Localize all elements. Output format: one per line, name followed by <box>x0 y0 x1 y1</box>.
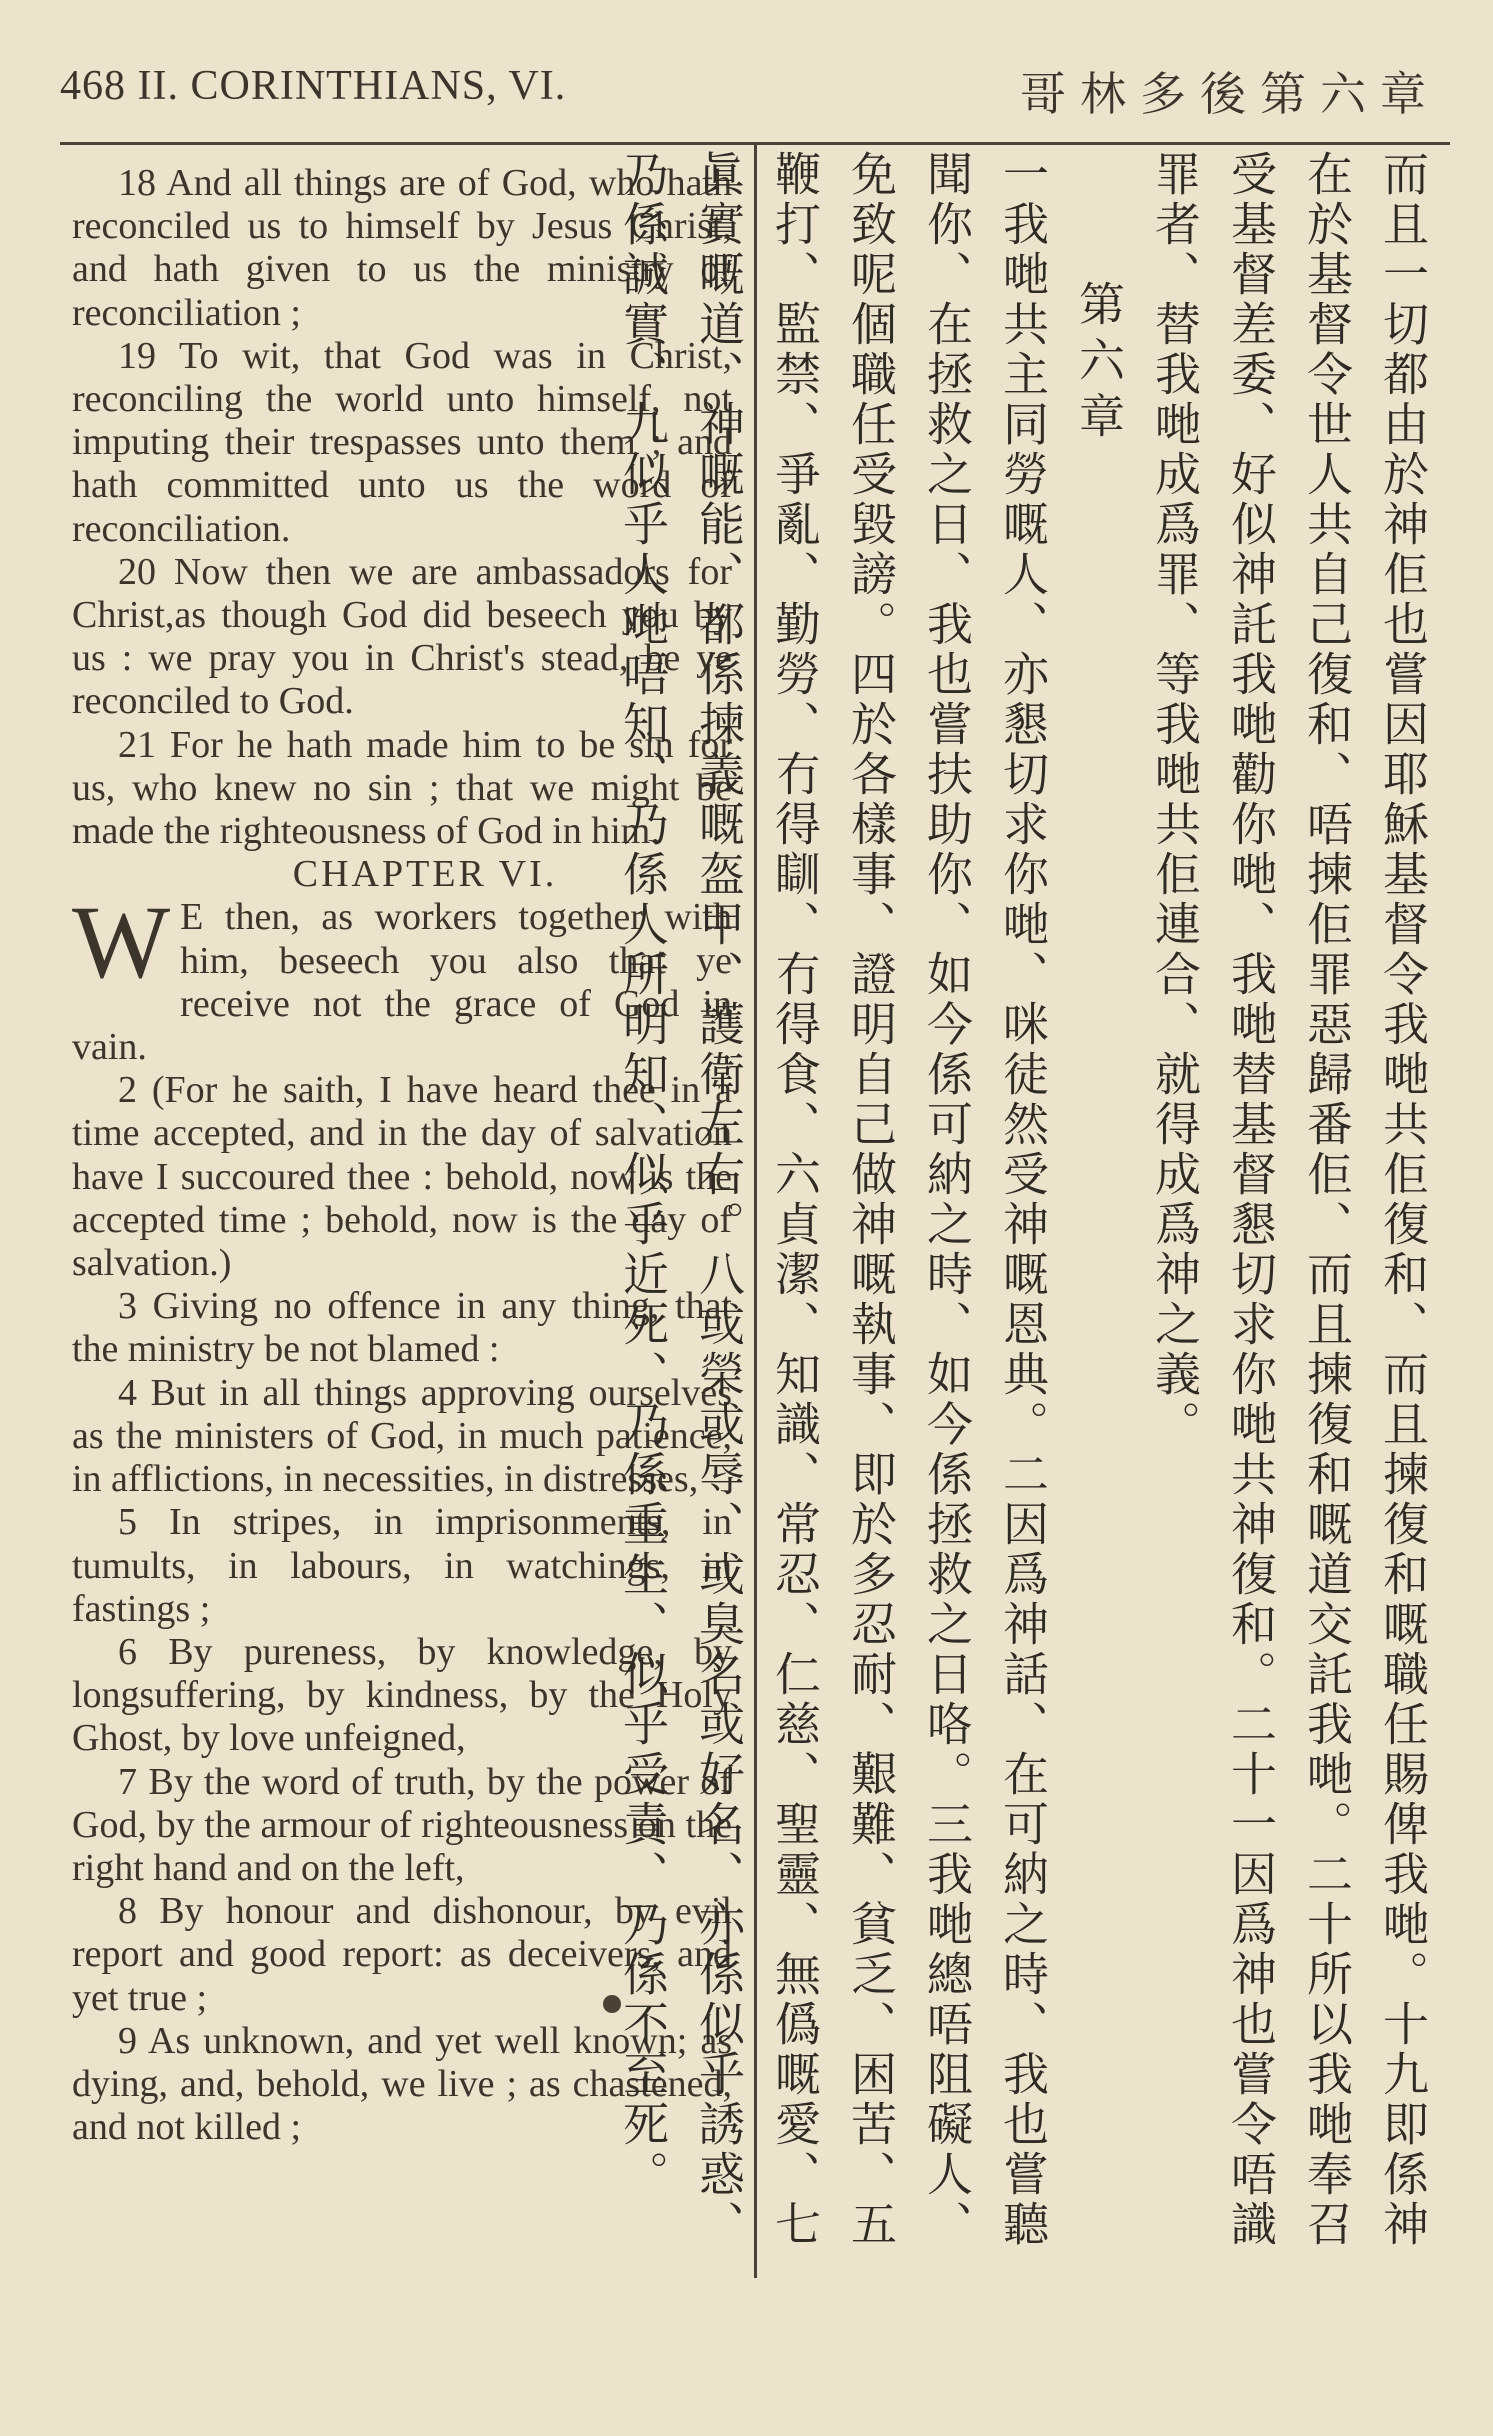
verse-6-4: 4 But in all things approving ourselves as the ministers of God, in much patience, in afflictions, in necessities, in distresses, <box>72 1371 732 1501</box>
verse-5-19: 19 To wit, that God was in Christ, reconciling the world unto himself, not imputing their trespasses unto them ; and hath committed unto us the word of reconciliation. <box>72 334 732 550</box>
running-head-left <box>60 62 566 110</box>
verse-6-8: 8 By honour and dishonour, by evil report and good report: as deceivers, and yet true ; <box>72 1890 732 2019</box>
running-head <box>60 62 1440 132</box>
drop-cap: W <box>72 885 171 1001</box>
chinese-6-1-9: 一我哋共主同勞嘅人、亦懇切求你哋、咪徒然受神嘅恩典。二因爲神話、在可納之時、我也嘗聽聞你、在拯救之日、我也嘗扶助你、如今係可納之時、如今係拯救之日咯。三我哋總唔阻礙人、免致呢個職任受毀謗。四於各樣事、證明自己做神嘅執事、即於多忍耐、艱難、貧乏、困苦、五鞭打、監禁、爭亂、勤勞、冇得瞓、冇得食、六貞潔、知識、常忍、仁慈、聖靈、無僞嘅愛、七眞實嘅道、神嘅能、都係揀義嘅盔甲、護衛左右。八或榮或辱、或臭名或好名、亦係似乎誘惑、乃係誠實、九似乎人哋唔知、乃係人所明知、似乎近死、乃係重生、似乎受責、乃係不至死。 <box>616 150 1050 2250</box>
verse-5-18: 18 And all things are of God, who hath reconciled us to himself by Jesus Christ, and hath given to us the ministry of reconciliation ; <box>72 162 732 334</box>
chinese-5-18-21: 而且一切都由於神佢也嘗因耶穌基督令我哋共佢復和、而且揀復和嘅職任賜俾我哋。十九即係神在於基督令世人共自己復和、唔揀佢罪惡歸番佢、而且揀復和嘅道交託我哋。二十所以我哋奉召受基督差委、好似神託我哋勸你哋、我哋替基督懇切求你哋共神復和。二十一因爲神也嘗令唔識罪者、替我哋成爲罪、等我哋共佢連合、就得成爲神之義。 <box>1148 150 1430 2250</box>
verse-6-9: 9 As unknown, and yet well known; as dying, and, behold, we live ; as chastened, and not killed ; <box>72 2019 732 2149</box>
page-number: 468 <box>60 63 126 109</box>
chapter-title: CHAPTER VI. <box>292 853 558 896</box>
verse-6-7: 7 By the word of truth, by the power of God, by the armour of righteousness on the right hand and on the left, <box>72 1760 732 1889</box>
verse-5-21: 21 For he hath made him to be sin for us, who knew no sin ; that we might be made the righteousness of God in him. <box>72 723 732 853</box>
chinese-running-title: 哥林多後第六章 <box>1020 67 1440 121</box>
verse-5-20: 20 Now then we are ambassadors for Christ,as though God did beseech you by us : we pray you in Christ's stead, be ye reconciled to God. <box>72 550 732 723</box>
verse-6-3: 3 Giving no offence in any thing, that the ministry be not blamed : <box>72 1285 732 1371</box>
verse-6-6: 6 By pureness, by knowledge, by longsuffering, by kindness, by the Holy Ghost, by love unfeigned, <box>72 1630 732 1760</box>
verse-6-5: 5 In stripes, in imprisonments, in tumults, in labours, in watchings, in fastings ; <box>72 1501 732 1630</box>
verse-6-1-text: E then, as workers together with him, beseech you also that ye receive not the grace of God in vain. <box>72 896 732 1069</box>
verse-6-2: 2 (For he saith, I have heard thee in a time accepted, and in the day of salvation have I succoured thee : behold, now is the accepted time ; behold, now is the day of salvation.) <box>72 1069 732 1285</box>
book-title: II. CORINTHIANS, VI. <box>137 63 567 109</box>
chinese-chapter-heading: 第六章 <box>1072 280 1126 448</box>
chinese-column <box>616 150 1441 2280</box>
